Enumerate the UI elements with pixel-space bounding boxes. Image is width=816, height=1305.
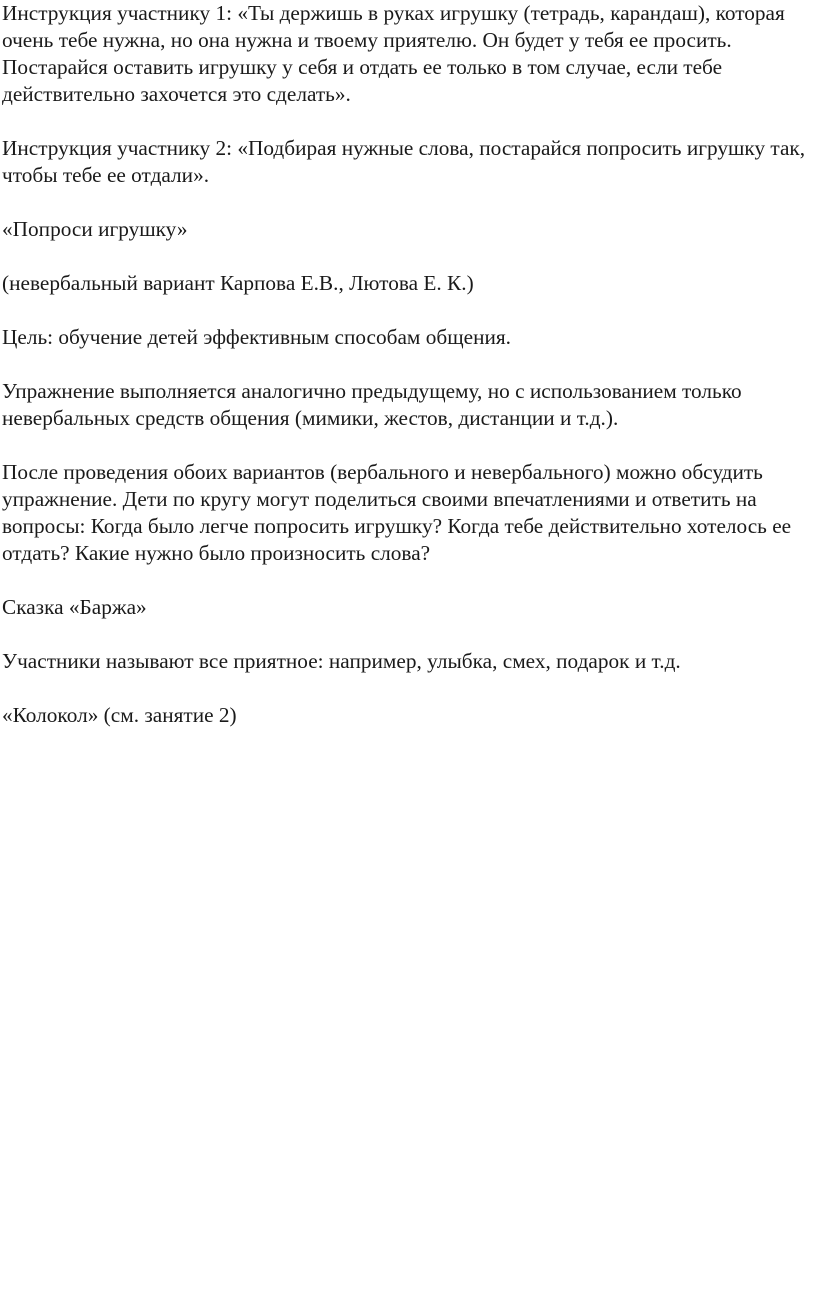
exercise-goal: Цель: обучение детей эффективным способам общения. — [2, 325, 511, 349]
instruction-participant-1: Инструкция участнику 1: «Ты держишь в руках игрушку (тетрадь, карандаш), которая очень тебе нужна, но она нужна и твоему приятелю. Он будет у тебя ее просить. Постарайся оставить игрушку у себя и отдать ее только в том случае, если тебе действительно захочется это сделать». — [2, 1, 785, 106]
participants-paragraph: Участники называют все приятное: например, улыбка, смех, подарок и т.д. — [2, 649, 681, 673]
tale-title: Сказка «Баржа» — [2, 595, 147, 619]
discussion-paragraph: После проведения обоих вариантов (вербального и невербального) можно обсудить упражнение. Дети по кругу могут поделиться своими впечатлениями и ответить на вопросы: Когда было легче попросить игрушку? Когда тебе действительно хотелось ее отдать? Какие нужно было произносить слова? — [2, 460, 792, 565]
bell-exercise: «Колокол» (см. занятие 2) — [2, 703, 237, 727]
exercise-variant-authors: (невербальный вариант Карпова Е.В., Лютова Е. К.) — [2, 271, 474, 295]
exercise-title: «Попроси игрушку» — [2, 217, 188, 241]
document-body — [2, 0, 814, 756]
instruction-participant-2: Инструкция участнику 2: «Подбирая нужные слова, постарайся попросить игрушку так, чтобы тебе ее отдали». — [2, 136, 806, 187]
exercise-description: Упражнение выполняется аналогично предыдущему, но с использованием только невербальных средств общения (мимики, жестов, дистанции и т.д.). — [2, 379, 742, 430]
